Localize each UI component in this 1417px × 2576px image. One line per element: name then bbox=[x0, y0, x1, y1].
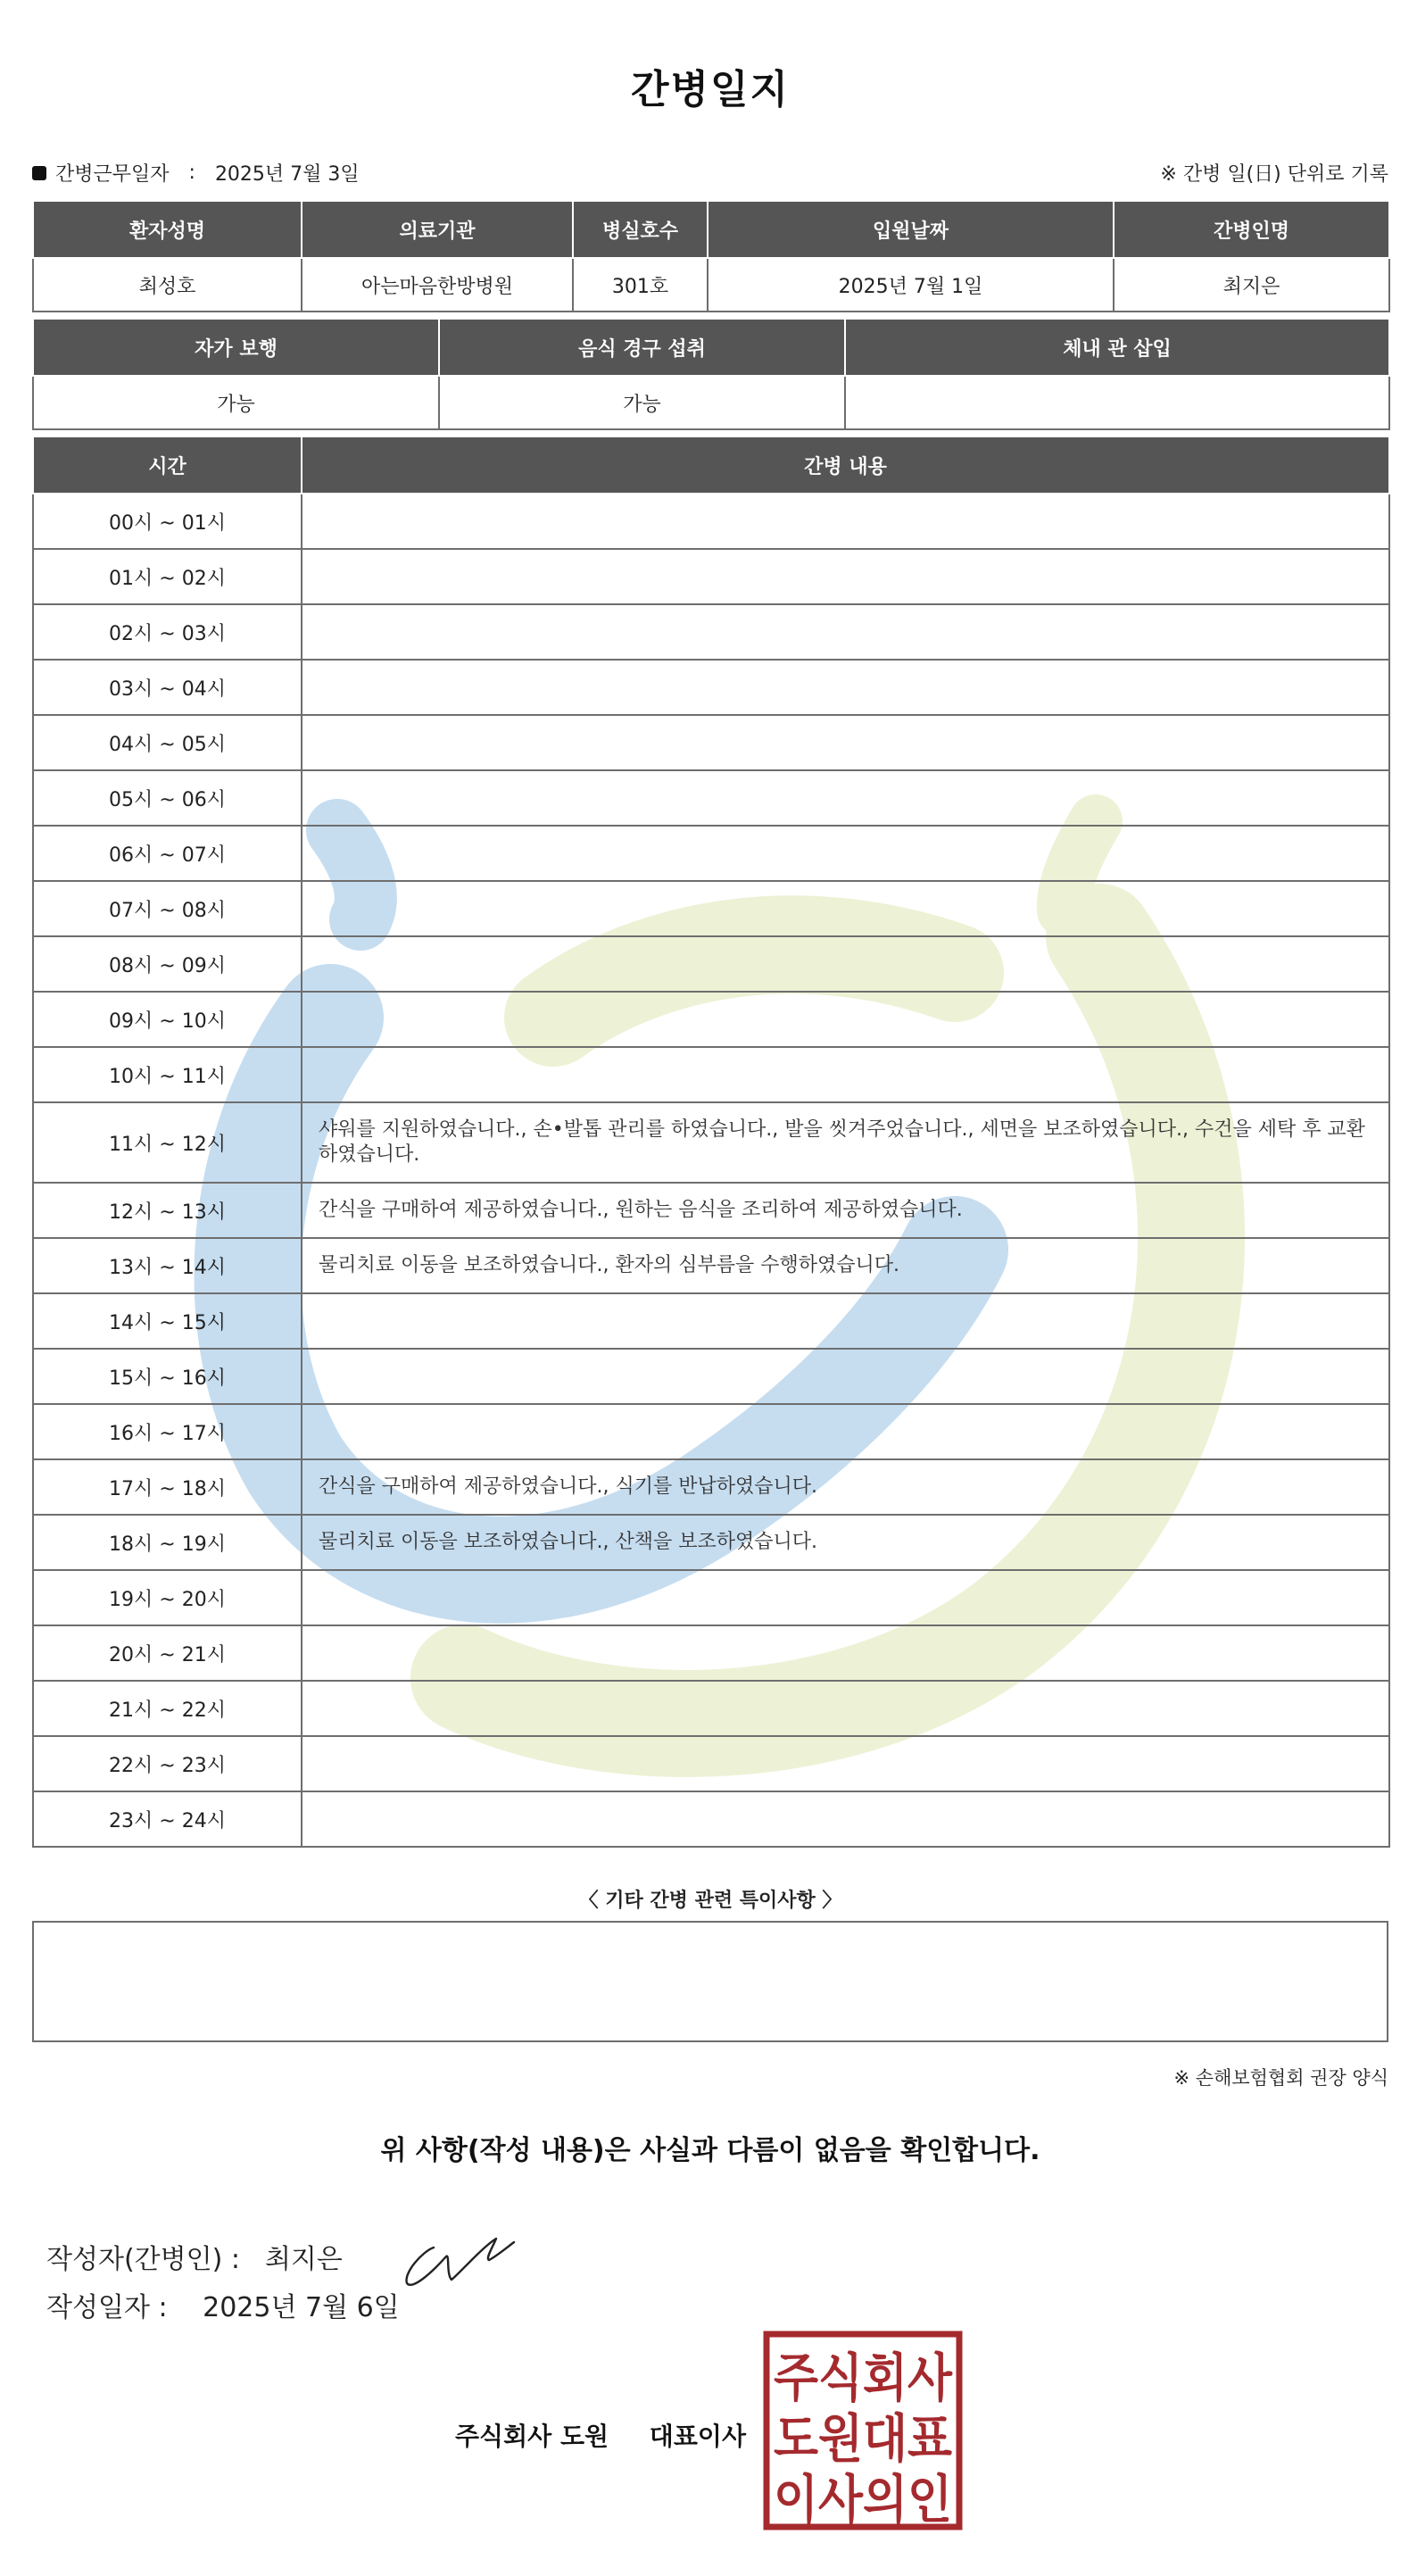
time-slot: 01시 ~ 02시 bbox=[33, 549, 302, 604]
care-content bbox=[302, 494, 1389, 549]
written-date-value: 2025년 7월 6일 bbox=[203, 2292, 400, 2323]
header-patient-name: 환자성명 bbox=[33, 201, 302, 258]
time-slot: 02시 ~ 03시 bbox=[33, 604, 302, 660]
time-slot: 22시 ~ 23시 bbox=[33, 1736, 302, 1791]
table-row bbox=[33, 770, 1389, 826]
table-row bbox=[33, 1102, 1389, 1183]
time-slot: 09시 ~ 10시 bbox=[33, 992, 302, 1047]
company-name: 주식회사 도원 bbox=[455, 2422, 609, 2451]
square-bullet-icon bbox=[32, 166, 46, 180]
table-row bbox=[33, 1404, 1389, 1459]
care-content: 물리치료 이동을 보조하였습니다., 산책을 보조하였습니다. bbox=[302, 1515, 1389, 1570]
work-date-line bbox=[32, 159, 360, 187]
table-row bbox=[33, 1238, 1389, 1293]
care-content bbox=[302, 715, 1389, 770]
company-line bbox=[455, 2417, 746, 2453]
writer-label: 작성자(간병인) : bbox=[46, 2244, 240, 2275]
seal-row-2: 도원대표 bbox=[774, 2408, 952, 2469]
page-title: 간병일지 bbox=[630, 67, 790, 112]
table-row bbox=[33, 660, 1389, 715]
care-content bbox=[302, 1681, 1389, 1736]
writer-line bbox=[46, 2221, 521, 2292]
work-date-colon: : bbox=[188, 162, 195, 184]
table-row bbox=[33, 881, 1389, 936]
care-log-header-row bbox=[33, 436, 1389, 494]
care-content bbox=[302, 660, 1389, 715]
table-row bbox=[33, 992, 1389, 1047]
caregiver-name: 최지은 bbox=[1114, 258, 1389, 312]
header-time: 시간 bbox=[33, 436, 302, 494]
company-seal-stamp bbox=[762, 2330, 964, 2531]
header-caregiver-name: 간병인명 bbox=[1114, 201, 1389, 258]
time-slot: 00시 ~ 01시 bbox=[33, 494, 302, 549]
company-representative: 대표이사 bbox=[649, 2422, 746, 2451]
care-content bbox=[302, 1736, 1389, 1791]
care-content: 물리치료 이동을 보조하였습니다., 환자의 심부름을 수행하였습니다. bbox=[302, 1238, 1389, 1293]
care-content bbox=[302, 936, 1389, 992]
time-slot: 14시 ~ 15시 bbox=[33, 1293, 302, 1349]
header-oral-intake: 음식 경구 섭취 bbox=[439, 319, 845, 376]
time-slot: 03시 ~ 04시 bbox=[33, 660, 302, 715]
time-slot: 11시 ~ 12시 bbox=[33, 1102, 302, 1183]
patient-info-table bbox=[32, 200, 1390, 312]
self-walking-value: 가능 bbox=[33, 376, 439, 429]
time-slot: 16시 ~ 17시 bbox=[33, 1404, 302, 1459]
time-slot: 21시 ~ 22시 bbox=[33, 1681, 302, 1736]
form-source-note: ※ 손해보험협회 권장 양식 bbox=[1173, 2067, 1388, 2089]
patient-name: 최성호 bbox=[33, 258, 302, 312]
table-row bbox=[33, 826, 1389, 881]
written-date-line bbox=[46, 2285, 400, 2324]
special-notes-box bbox=[32, 1921, 1388, 2042]
table-row bbox=[33, 494, 1389, 549]
care-content bbox=[302, 992, 1389, 1047]
time-slot: 23시 ~ 24시 bbox=[33, 1791, 302, 1847]
tube-insertion-value bbox=[845, 376, 1389, 429]
care-content bbox=[302, 1047, 1389, 1102]
care-content bbox=[302, 604, 1389, 660]
care-content bbox=[302, 1349, 1389, 1404]
table-row bbox=[33, 1736, 1389, 1791]
header-hospital: 의료기관 bbox=[302, 201, 573, 258]
care-content bbox=[302, 881, 1389, 936]
table-row bbox=[33, 1570, 1389, 1625]
table-row bbox=[33, 1047, 1389, 1102]
time-slot: 07시 ~ 08시 bbox=[33, 881, 302, 936]
header-tube-insertion: 체내 관 삽입 bbox=[845, 319, 1389, 376]
header-care-content: 간병 내용 bbox=[302, 436, 1389, 494]
table-row bbox=[33, 1349, 1389, 1404]
table-row bbox=[33, 1183, 1389, 1238]
time-slot: 17시 ~ 18시 bbox=[33, 1459, 302, 1515]
care-content: 간식을 구매하여 제공하였습니다., 식기를 반납하였습니다. bbox=[302, 1459, 1389, 1515]
seal-row-3: 이사의인 bbox=[774, 2469, 952, 2530]
patient-info-header-row bbox=[33, 201, 1389, 258]
written-date-label: 작성일자 : bbox=[46, 2292, 168, 2323]
patient-status-table bbox=[32, 318, 1390, 430]
care-content: 샤워를 지원하였습니다., 손•발톱 관리를 하였습니다., 발을 씻겨주었습니다., 세면을 보조하였습니다., 수건을 세탁 후 교환하였습니다. bbox=[302, 1102, 1389, 1183]
table-row bbox=[33, 1515, 1389, 1570]
care-content bbox=[302, 826, 1389, 881]
table-row bbox=[33, 1625, 1389, 1681]
work-date-value: 2025년 7월 3일 bbox=[214, 163, 360, 186]
patient-status-header-row bbox=[33, 319, 1389, 376]
unit-note: ※ 간병 일(日) 단위로 기록 bbox=[1160, 163, 1388, 186]
care-content bbox=[302, 1625, 1389, 1681]
signature-icon bbox=[396, 2221, 521, 2292]
admission-date: 2025년 7월 1일 bbox=[708, 258, 1114, 312]
care-content bbox=[302, 1404, 1389, 1459]
care-content bbox=[302, 1791, 1389, 1847]
header-room: 병실호수 bbox=[573, 201, 708, 258]
writer-name: 최지은 bbox=[264, 2244, 343, 2275]
hourly-care-log-table bbox=[32, 436, 1390, 1848]
care-log-page bbox=[32, 0, 1388, 2576]
table-row bbox=[33, 1791, 1389, 1847]
patient-status-value-row bbox=[33, 376, 1389, 429]
special-notes-title: 〈 기타 간병 관련 특이사항 〉 bbox=[578, 1890, 842, 1912]
table-row bbox=[33, 549, 1389, 604]
seal-row-1: 주식회사 bbox=[774, 2347, 953, 2408]
time-slot: 06시 ~ 07시 bbox=[33, 826, 302, 881]
care-content bbox=[302, 549, 1389, 604]
patient-info-value-row bbox=[33, 258, 1389, 312]
time-slot: 18시 ~ 19시 bbox=[33, 1515, 302, 1570]
care-content bbox=[302, 1570, 1389, 1625]
care-content: 간식을 구매하여 제공하였습니다., 원하는 음식을 조리하여 제공하였습니다. bbox=[302, 1183, 1389, 1238]
table-row bbox=[33, 715, 1389, 770]
time-slot: 12시 ~ 13시 bbox=[33, 1183, 302, 1238]
table-row bbox=[33, 1681, 1389, 1736]
work-date-label: 간병근무일자 bbox=[55, 163, 170, 186]
time-slot: 04시 ~ 05시 bbox=[33, 715, 302, 770]
time-slot: 05시 ~ 06시 bbox=[33, 770, 302, 826]
hospital-name: 아는마음한방병원 bbox=[302, 258, 573, 312]
time-slot: 08시 ~ 09시 bbox=[33, 936, 302, 992]
confirmation-statement: 위 사항(작성 내용)은 사실과 다름이 없음을 확인합니다. bbox=[380, 2135, 1040, 2166]
time-slot: 10시 ~ 11시 bbox=[33, 1047, 302, 1102]
time-slot: 13시 ~ 14시 bbox=[33, 1238, 302, 1293]
time-slot: 20시 ~ 21시 bbox=[33, 1625, 302, 1681]
care-content bbox=[302, 1293, 1389, 1349]
header-admission-date: 입원날짜 bbox=[708, 201, 1114, 258]
oral-intake-value: 가능 bbox=[439, 376, 845, 429]
time-slot: 19시 ~ 20시 bbox=[33, 1570, 302, 1625]
time-slot: 15시 ~ 16시 bbox=[33, 1349, 302, 1404]
room-number: 301호 bbox=[573, 258, 708, 312]
table-row bbox=[33, 604, 1389, 660]
table-row bbox=[33, 1459, 1389, 1515]
care-content bbox=[302, 770, 1389, 826]
header-self-walking: 자가 보행 bbox=[33, 319, 439, 376]
table-row bbox=[33, 936, 1389, 992]
table-row bbox=[33, 1293, 1389, 1349]
